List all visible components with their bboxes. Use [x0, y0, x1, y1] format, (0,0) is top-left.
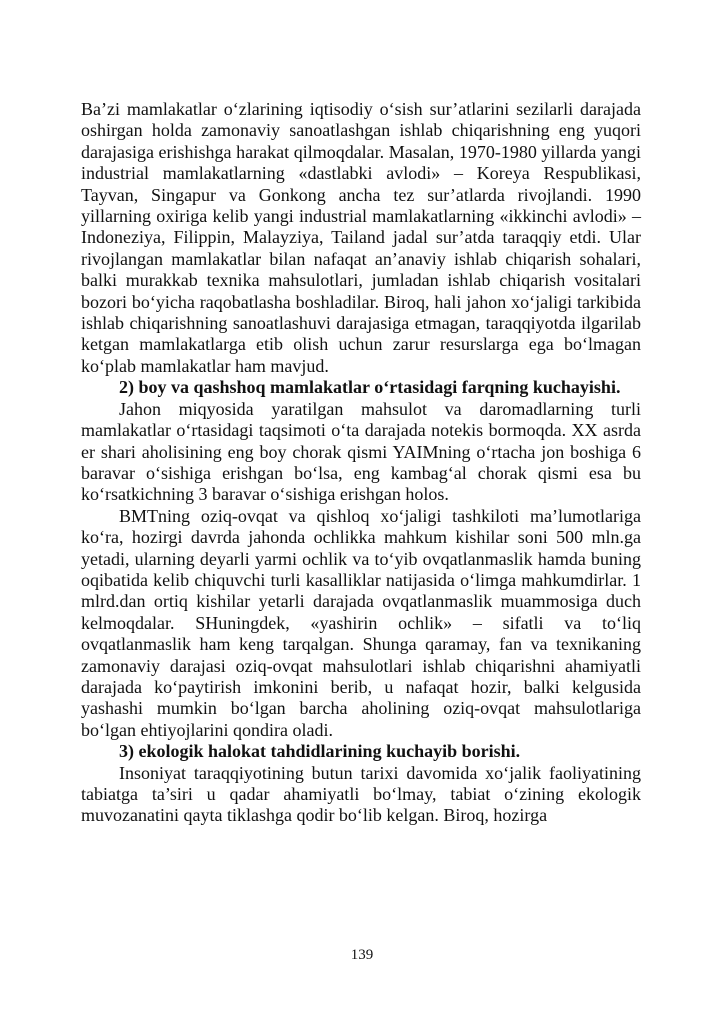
page-body [81, 99, 641, 827]
section-heading-3: 3) ekologik halokat tahdidlarining kuchayib borishi. [119, 741, 521, 762]
paragraph-intro: Ba’zi mamlakatlar o‘zlarining iqtisodiy o‘sish sur’atlarini sezilarli darajada oshirgan holda zamonaviy sanoatlashgan ishlab chiqarishning eng yuqori darajasiga erishishga harakat qilmoqdalar. Masalan, 1970-1980 yillarda yangi industrial mamlakatlarning «dastlabki avlodi» – Koreya Respublikasi, Tayvan, Singapur va Gonkong ancha tez sur’atlarda rivojlandi. 1990 yillarning oxiriga kelib yangi industrial mamlakatlarning «ikkinchi avlodi» – Indoneziya, Filippin, Malayziya, Tailand jadal sur’atda taraqqiy etdi. Ular rivojlangan mamlakatlar bilan nafaqat an’anaviy ishlab chiqarish sohalari, balki murakkab texnika mahsulotlari, jumladan ishlab chiqarish vositalari bozori bo‘yicha raqobatlasha boshladilar. Biroq, hali jahon xo‘jaligi tarkibida ishlab chiqarishning sanoatlashuvi darajasiga etmagan, taraqqiyotda ilgarilab ketgan mamlakatlarga etib olish uchun zarur resurslarga ega bo‘lmagan ko‘plab mamlakatlar ham mavjud. [81, 99, 641, 376]
page-number: 139 [350, 947, 374, 963]
paragraph-income-distribution: Jahon miqyosida yaratilgan mahsulot va daromadlarning turli mamlakatlar o‘rtasidagi taqsimoti o‘ta darajada notekis bormoqda. XX asrda er shari aholisining eng boy chorak qismi YAIMning o‘rtacha jon boshiga 6 baravar o‘sishiga erishgan bo‘lsa, eng kambag‘al chorak qismi esa bu ko‘rsatkichning 3 baravar o‘sishiga erishgan holos. [81, 398, 641, 505]
section-heading-2: 2) boy va qashshoq mamlakatlar o‘rtasidagi farqning kuchayishi. [119, 377, 621, 398]
paragraph-ecology: Insoniyat taraqqiyotining butun tarixi davomida xo‘jalik faoliyatining tabiatga ta’siri u qadar ahamiyatli bo‘lmay, tabiat o‘zining ekologik muvozanatini qayta tiklashga qodir bo‘lib kelgan. Biroq, hozirga [81, 762, 641, 826]
paragraph-hunger: BMTning oziq-ovqat va qishloq xo‘jaligi tashkiloti ma’lumotlariga ko‘ra, hozirgi davrda jahonda ochlikka mahkum kishilar soni 500 mln.ga yetadi, ularning deyarli yarmi ochlik va to‘yib ovqatlanmaslik hamda buning oqibatida kelib chiquvchi turli kasalliklar natijasida o‘limga mahkumdirlar. 1 mlrd.dan ortiq kishilar yetarli darajada ovqatlanmaslik muammosiga duch kelmoqdalar. SHuningdek, «yashirin ochlik» – sifatli va to‘liq ovqatlanmaslik ham keng tarqalgan. Shunga qaramay, fan va texnikaning zamonaviy darajasi oziq-ovqat mahsulotlari ishlab chiqarishni ahamiyatli darajada ko‘paytirish imkonini berib, u nafaqat hozir, balki kelgusida yashashi mumkin bo‘lgan barcha aholining oziq-ovqat mahsulotlariga bo‘lgan ehtiyojlarini qondira oladi. [81, 505, 641, 740]
